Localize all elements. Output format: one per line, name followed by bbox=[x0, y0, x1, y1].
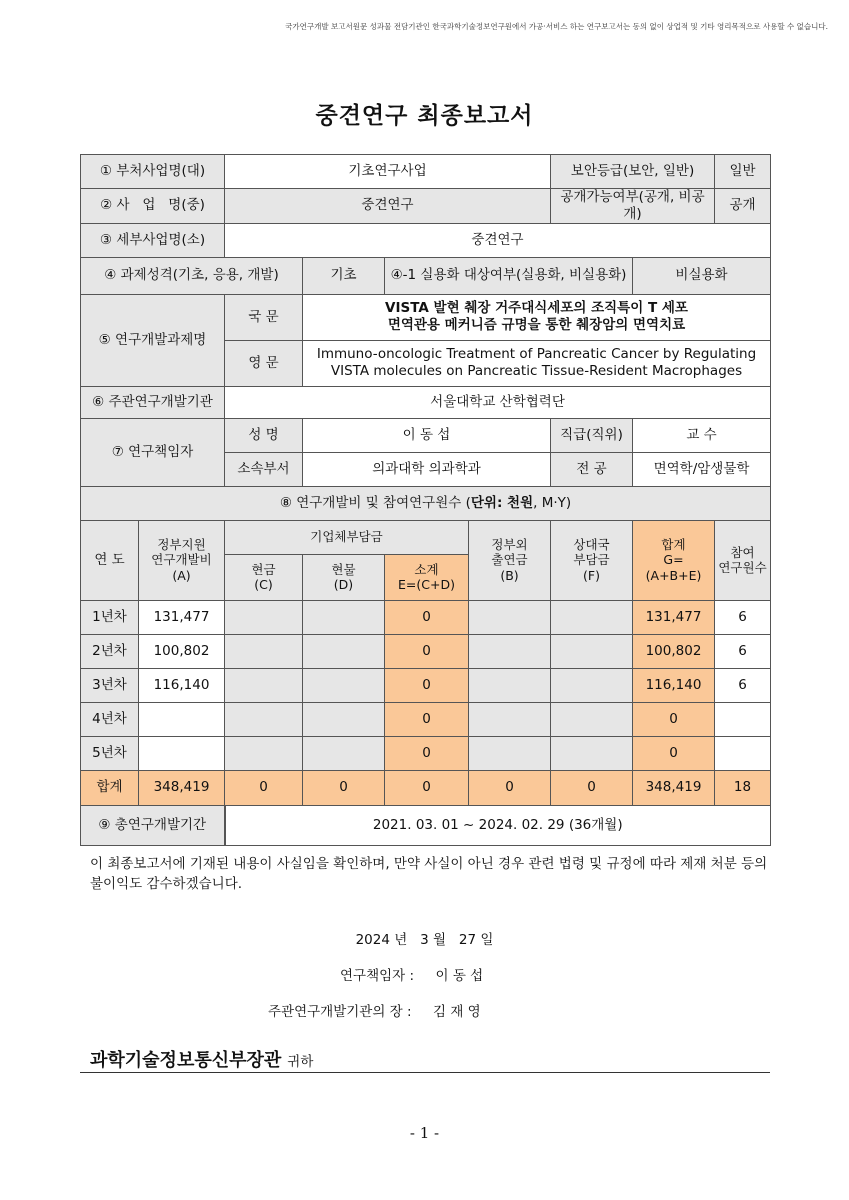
subtotal-cell: 0 bbox=[385, 736, 469, 770]
value-pi-major: 면역학/암생물학 bbox=[633, 452, 771, 486]
row-pi-name bbox=[81, 418, 771, 452]
label-research-period: ⑨ 총연구개발기간 bbox=[81, 805, 225, 845]
total-cash-cell: 0 bbox=[225, 770, 303, 805]
gov-funding-cell: 131,477 bbox=[139, 600, 225, 634]
header-researchers-line-2: 연구원수 bbox=[718, 560, 767, 576]
total-nongov-cell: 0 bbox=[469, 770, 551, 805]
label-sub-program: ③ 세부사업명(소) bbox=[81, 223, 225, 257]
partner-cell bbox=[551, 702, 633, 736]
nongov-cell bbox=[469, 736, 551, 770]
budget-heading bbox=[81, 486, 771, 520]
header-inkind bbox=[303, 554, 385, 600]
total-row bbox=[81, 770, 771, 805]
inkind-cell bbox=[303, 634, 385, 668]
budget-header-row-1 bbox=[81, 520, 771, 554]
row-ministry-program bbox=[81, 155, 771, 189]
header-year: 연 도 bbox=[81, 520, 139, 600]
row-program bbox=[81, 189, 771, 224]
year-cell: 1년차 bbox=[81, 600, 139, 634]
institution-head-line: 주관연구개발기관의 장 : 김 재 영 bbox=[268, 1004, 481, 1020]
label-english-title: 영 문 bbox=[225, 340, 303, 386]
table-row bbox=[81, 600, 771, 634]
pi-signature-line: 연구책임자 : 이 동 섭 bbox=[340, 968, 484, 984]
researchers-cell bbox=[715, 736, 771, 770]
value-security-level: 일반 bbox=[715, 155, 771, 189]
row-period bbox=[81, 805, 771, 845]
label-task-nature: ④ 과제성격(기초, 응용, 개발) bbox=[81, 257, 303, 294]
header-gov-funding-line-2: 연구개발비 bbox=[151, 552, 212, 568]
header-cash-line-2: (C) bbox=[254, 577, 273, 593]
cash-cell bbox=[225, 634, 303, 668]
nongov-cell bbox=[469, 600, 551, 634]
gov-funding-cell: 100,802 bbox=[139, 634, 225, 668]
total-total-cell: 348,419 bbox=[633, 770, 715, 805]
header-total-line-1: 합계 bbox=[661, 536, 686, 552]
value-ministry-program: 기초연구사업 bbox=[225, 155, 551, 189]
total-cell: 100,802 bbox=[633, 634, 715, 668]
row-project-title-kor bbox=[81, 294, 771, 340]
header-cash-line-1: 현금 bbox=[251, 561, 276, 577]
header-partner-line-2: 부담금 bbox=[573, 552, 610, 568]
label-korean-title: 국 문 bbox=[225, 294, 303, 340]
value-program: 중견연구 bbox=[225, 189, 551, 224]
label-project-title: ⑤ 연구개발과제명 bbox=[81, 294, 225, 386]
value-pi-dept: 의과대학 의과학과 bbox=[303, 452, 551, 486]
value-sub-program: 중견연구 bbox=[225, 223, 771, 257]
value-korean-title bbox=[303, 294, 771, 340]
table-row bbox=[81, 668, 771, 702]
table-row bbox=[81, 702, 771, 736]
value-commercialization: 비실용화 bbox=[633, 257, 771, 294]
header-inkind-line-2: (D) bbox=[333, 577, 354, 593]
header-cash bbox=[225, 554, 303, 600]
inkind-cell bbox=[303, 702, 385, 736]
korean-title-line-2: 면역관용 메커니즘 규명을 통한 췌장암의 면역치료 bbox=[387, 317, 686, 334]
addressee-suffix: 귀하 bbox=[287, 1054, 314, 1070]
partner-cell bbox=[551, 736, 633, 770]
label-lead-institution: ⑥ 주관연구개발기관 bbox=[81, 386, 225, 418]
cash-cell bbox=[225, 736, 303, 770]
header-gov-funding bbox=[139, 520, 225, 600]
header-subtotal-line-1: 소계 bbox=[414, 561, 439, 577]
header-researchers-line-1: 참여 bbox=[730, 544, 755, 560]
researchers-cell: 6 bbox=[715, 600, 771, 634]
addressee-name: 과학기술정보통신부장관 bbox=[90, 1050, 282, 1071]
nongov-cell bbox=[469, 668, 551, 702]
inkind-cell bbox=[303, 736, 385, 770]
inkind-cell bbox=[303, 668, 385, 702]
subtotal-cell: 0 bbox=[385, 702, 469, 736]
year-cell: 2년차 bbox=[81, 634, 139, 668]
year-cell: 5년차 bbox=[81, 736, 139, 770]
label-commercialization: ④-1 실용화 대상여부(실용화, 비실용화) bbox=[385, 257, 633, 294]
year-cell: 4년차 bbox=[81, 702, 139, 736]
partner-cell bbox=[551, 634, 633, 668]
partner-cell bbox=[551, 668, 633, 702]
row-sub-program bbox=[81, 223, 771, 257]
researchers-cell: 6 bbox=[715, 634, 771, 668]
header-inkind-line-1: 현물 bbox=[331, 561, 356, 577]
label-program: ② 사 업 명(중) bbox=[81, 189, 225, 224]
total-cell: 0 bbox=[633, 736, 715, 770]
label-pi-dept: 소속부서 bbox=[225, 452, 303, 486]
researchers-cell: 6 bbox=[715, 668, 771, 702]
total-researchers-cell: 18 bbox=[715, 770, 771, 805]
label-principal-investigator: ⑦ 연구책임자 bbox=[81, 418, 225, 486]
header-nongov-line-2: 출연금 bbox=[491, 552, 528, 568]
header-gov-funding-line-1: 정부지원 bbox=[157, 536, 206, 552]
total-inkind-cell: 0 bbox=[303, 770, 385, 805]
row-budget-heading bbox=[81, 486, 771, 520]
header-gov-funding-line-3: (A) bbox=[172, 568, 191, 584]
value-disclosure: 공개 bbox=[715, 189, 771, 224]
header-total-line-2: G=(A+B+E) bbox=[645, 552, 702, 584]
header-researchers bbox=[715, 520, 771, 600]
row-lead-institution bbox=[81, 386, 771, 418]
subtotal-cell: 0 bbox=[385, 634, 469, 668]
header-partner-line-3: (F) bbox=[583, 568, 600, 584]
page-title: 중견연구 최종보고서 bbox=[315, 103, 534, 129]
total-year-cell: 합계 bbox=[81, 770, 139, 805]
researchers-cell bbox=[715, 702, 771, 736]
label-security-level: 보안등급(보안, 일반) bbox=[551, 155, 715, 189]
report-table bbox=[80, 154, 771, 846]
cash-cell bbox=[225, 702, 303, 736]
header-subtotal-line-2: E=(C+D) bbox=[398, 577, 455, 593]
value-english-title bbox=[303, 340, 771, 386]
label-pi-name: 성 명 bbox=[225, 418, 303, 452]
nongov-cell bbox=[469, 634, 551, 668]
total-subtotal-cell: 0 bbox=[385, 770, 469, 805]
label-disclosure: 공개가능여부(공개, 비공개) bbox=[551, 189, 715, 224]
english-title-line-1: Immuno-oncologic Treatment of Pancreatic Cancer by Regulating bbox=[316, 346, 757, 363]
gov-funding-cell bbox=[139, 736, 225, 770]
addressee-underline bbox=[80, 1072, 770, 1073]
total-cell: 116,140 bbox=[633, 668, 715, 702]
header-subtotal bbox=[385, 554, 469, 600]
total-gov-funding-cell: 348,419 bbox=[139, 770, 225, 805]
header-partner bbox=[551, 520, 633, 600]
value-task-nature: 기초 bbox=[303, 257, 385, 294]
partner-cell bbox=[551, 600, 633, 634]
inkind-cell bbox=[303, 600, 385, 634]
total-cell: 131,477 bbox=[633, 600, 715, 634]
korean-title-line-1: VISTA 발현 췌장 거주대식세포의 조직특이 T 세포 bbox=[385, 300, 688, 317]
value-pi-position: 교 수 bbox=[633, 418, 771, 452]
year-cell: 3년차 bbox=[81, 668, 139, 702]
certification-statement: 이 최종보고서에 기재된 내용이 사실임을 확인하며, 만약 사실이 아닌 경우 관련 법령 및 규정에 따라 제재 처분 등의 불이익도 감수하겠습니다. bbox=[90, 856, 768, 893]
label-pi-position: 직급(직위) bbox=[551, 418, 633, 452]
header-company-contribution: 기업체부담금 bbox=[225, 520, 469, 554]
nongov-cell bbox=[469, 702, 551, 736]
label-pi-major: 전 공 bbox=[551, 452, 633, 486]
row-task-nature bbox=[81, 257, 771, 294]
table-row bbox=[81, 736, 771, 770]
budget-heading-unit: 단위: 천원 bbox=[470, 494, 534, 511]
header-partner-line-1: 상대국 bbox=[573, 536, 610, 552]
addressee bbox=[90, 1046, 313, 1072]
total-partner-cell: 0 bbox=[551, 770, 633, 805]
subtotal-cell: 0 bbox=[385, 668, 469, 702]
gov-funding-cell bbox=[139, 702, 225, 736]
cash-cell bbox=[225, 668, 303, 702]
cash-cell bbox=[225, 600, 303, 634]
value-lead-institution: 서울대학교 산학협력단 bbox=[225, 386, 771, 418]
header-nongov-line-3: (B) bbox=[500, 568, 519, 584]
budget-heading-label: ⑧ 연구개발비 및 참여연구원수 ( bbox=[279, 494, 471, 511]
report-date: 2024 년 3 월 27 일 bbox=[355, 932, 494, 948]
usage-notice: 국가연구개발 보고서원문 성과물 전담기관인 한국과학기술정보연구원에서 가공·서비스 하는 연구보고서는 동의 없이 상업적 및 기타 영리목적으로 사용할 수 없습니다. bbox=[285, 22, 828, 31]
english-title-line-2: VISTA molecules on Pancreatic Tissue-Resident Macrophages bbox=[330, 363, 743, 380]
total-cell: 0 bbox=[633, 702, 715, 736]
subtotal-cell: 0 bbox=[385, 600, 469, 634]
header-total bbox=[633, 520, 715, 600]
budget-heading-unit-rest: , M·Y) bbox=[533, 494, 572, 511]
page-number: - 1 - bbox=[409, 1124, 440, 1142]
label-ministry-program: ① 부처사업명(대) bbox=[81, 155, 225, 189]
header-nongov bbox=[469, 520, 551, 600]
header-nongov-line-1: 정부외 bbox=[491, 536, 528, 552]
gov-funding-cell: 116,140 bbox=[139, 668, 225, 702]
value-pi-name: 이 동 섭 bbox=[303, 418, 551, 452]
table-row bbox=[81, 634, 771, 668]
value-research-period: 2021. 03. 01 ~ 2024. 02. 29 (36개월) bbox=[225, 805, 771, 845]
